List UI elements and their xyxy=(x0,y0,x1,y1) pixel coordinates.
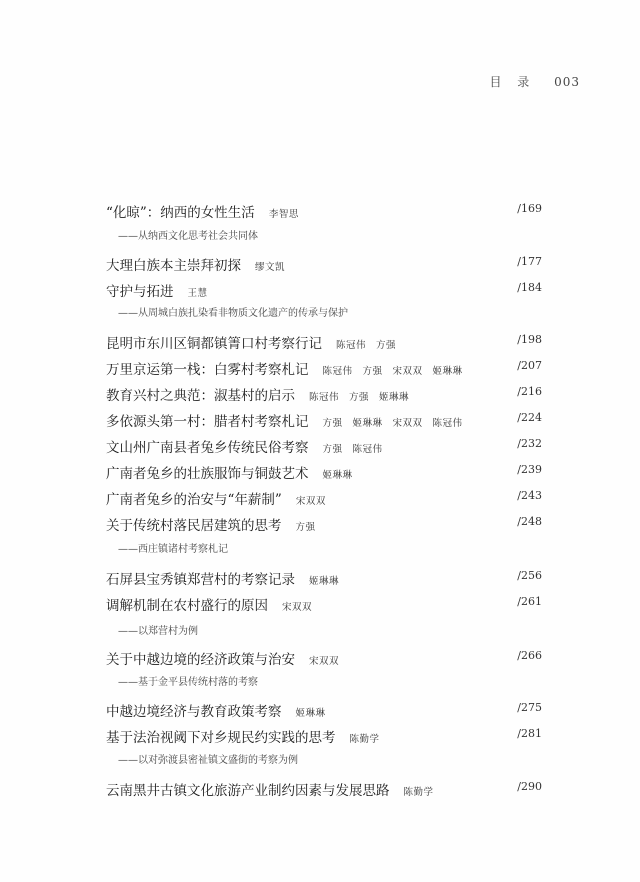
entry-author: 陈冠伟 xyxy=(309,392,340,403)
entry-title: 云南黑井古镇文化旅游产业制约因素与发展思路 xyxy=(106,783,390,799)
toc-entry[interactable] xyxy=(106,280,542,300)
entry-title: 昆明市东川区铜都镇箐口村考察行记 xyxy=(106,336,322,352)
entry-author: 宋双双 xyxy=(295,496,326,507)
entry-page-number: /232 xyxy=(517,437,542,450)
entry-author: 方强 xyxy=(362,366,383,377)
entry-title: 关于中越边境的经济政策与治安 xyxy=(106,652,295,668)
entry-title: 石屏县宝秀镇郑营村的考察记录 xyxy=(106,572,295,588)
entry-page-number: /169 xyxy=(517,202,542,215)
entry-subtitle: ——西庄镇诸村考察札记 xyxy=(118,544,228,555)
entry-author: 陈冠伟 xyxy=(322,366,353,377)
entry-title: 中越边境经济与教育政策考察 xyxy=(106,704,282,720)
entry-author: 方强 xyxy=(322,444,343,455)
entry-author: 陈冠伟 xyxy=(336,340,367,351)
entry-author: 陈冠伟 xyxy=(432,418,463,429)
entry-page-number: /248 xyxy=(517,515,542,528)
toc-entry[interactable] xyxy=(106,568,542,588)
entry-author: 李智思 xyxy=(268,209,299,220)
entry-author: 姬琳琳 xyxy=(309,576,340,587)
toc-entry[interactable] xyxy=(106,594,542,614)
entry-author: 方强 xyxy=(295,522,316,533)
entry-title: 广南者兔乡的壮族服饰与铜鼓艺术 xyxy=(106,466,309,482)
toc-entry[interactable] xyxy=(106,254,542,274)
entry-author: 缪文凯 xyxy=(255,262,286,273)
toc-entry[interactable] xyxy=(106,514,542,534)
entry-author: 宋双双 xyxy=(392,418,423,429)
entry-subtitle: ——基于金平县传统村落的考察 xyxy=(118,677,258,688)
entry-page-number: /224 xyxy=(517,411,542,424)
entry-author: 陈勤学 xyxy=(403,787,434,798)
toc-entry[interactable] xyxy=(106,410,542,430)
entry-page-number: /239 xyxy=(517,463,542,476)
entry-title: 文山州广南县者兔乡传统民俗考察 xyxy=(106,440,309,456)
entry-page-number: /281 xyxy=(517,727,542,740)
entry-page-number: /243 xyxy=(517,489,542,502)
entry-author: 宋双双 xyxy=(282,602,313,613)
entry-subtitle: ——从周城白族扎染看非物质文化遗产的传承与保护 xyxy=(118,308,348,319)
entry-page-number: /198 xyxy=(517,333,542,346)
entry-author: 宋双双 xyxy=(392,366,423,377)
entry-title: 教育兴村之典范：淑基村的启示 xyxy=(106,388,295,404)
toc-entry[interactable] xyxy=(106,436,542,456)
entry-title: 调解机制在农村盛行的原因 xyxy=(106,598,268,614)
entry-page-number: /275 xyxy=(517,701,542,714)
toc-entry[interactable] xyxy=(106,726,542,746)
entry-page-number: /261 xyxy=(517,595,542,608)
toc-entry[interactable] xyxy=(106,201,542,221)
entry-title: 广南者兔乡的治安与“年薪制” xyxy=(106,492,282,508)
toc-entry[interactable] xyxy=(106,488,542,508)
entry-author: 方强 xyxy=(376,340,397,351)
entry-page-number: /177 xyxy=(517,255,542,268)
entry-author: 姬琳琳 xyxy=(295,708,326,719)
entry-author: 方强 xyxy=(322,418,343,429)
entry-title: 大理白族本主崇拜初探 xyxy=(106,258,241,274)
entry-author: 姬琳琳 xyxy=(379,392,410,403)
entry-page-number: /207 xyxy=(517,359,542,372)
entry-title: 多依源头第一村：腊者村考察札记 xyxy=(106,414,309,430)
entry-author: 宋双双 xyxy=(309,656,340,667)
entry-author: 陈冠伟 xyxy=(352,444,383,455)
entry-page-number: /184 xyxy=(517,281,542,294)
header-page-number: 003 xyxy=(554,75,580,89)
entry-page-number: /256 xyxy=(517,569,542,582)
entry-title: 守护与拓进 xyxy=(106,284,174,300)
entry-page-number: /290 xyxy=(517,780,542,793)
entry-page-number: /216 xyxy=(517,385,542,398)
toc-entry[interactable] xyxy=(106,332,542,352)
section-label: 目 录 xyxy=(489,75,536,89)
entry-subtitle: ——从纳西文化思考社会共同体 xyxy=(118,231,258,242)
entry-page-number: /266 xyxy=(517,649,542,662)
entry-title: “化晾”：纳西的女性生活 xyxy=(106,205,255,221)
entry-title: 基于法治视阈下对乡规民约实践的思考 xyxy=(106,730,336,746)
entry-title: 万里京运第一栈：白雾村考察札记 xyxy=(106,362,309,378)
toc-entry[interactable] xyxy=(106,700,542,720)
entry-subtitle: ——以对弥渡县密祉镇文盛街的考察为例 xyxy=(118,755,298,766)
toc-entry[interactable] xyxy=(106,358,542,378)
entry-author: 王慧 xyxy=(187,288,208,299)
entry-subtitle: ——以郑营村为例 xyxy=(118,626,198,637)
toc-entry[interactable] xyxy=(106,779,542,799)
toc-entry[interactable] xyxy=(106,648,542,668)
entry-author: 姬琳琳 xyxy=(432,366,463,377)
entry-author: 方强 xyxy=(349,392,370,403)
toc-entry[interactable] xyxy=(106,462,542,482)
entry-author: 姬琳琳 xyxy=(352,418,383,429)
entry-title: 关于传统村落民居建筑的思考 xyxy=(106,518,282,534)
entry-author: 姬琳琳 xyxy=(322,470,353,481)
toc-entry[interactable] xyxy=(106,384,542,404)
entry-author: 陈勤学 xyxy=(349,734,380,745)
